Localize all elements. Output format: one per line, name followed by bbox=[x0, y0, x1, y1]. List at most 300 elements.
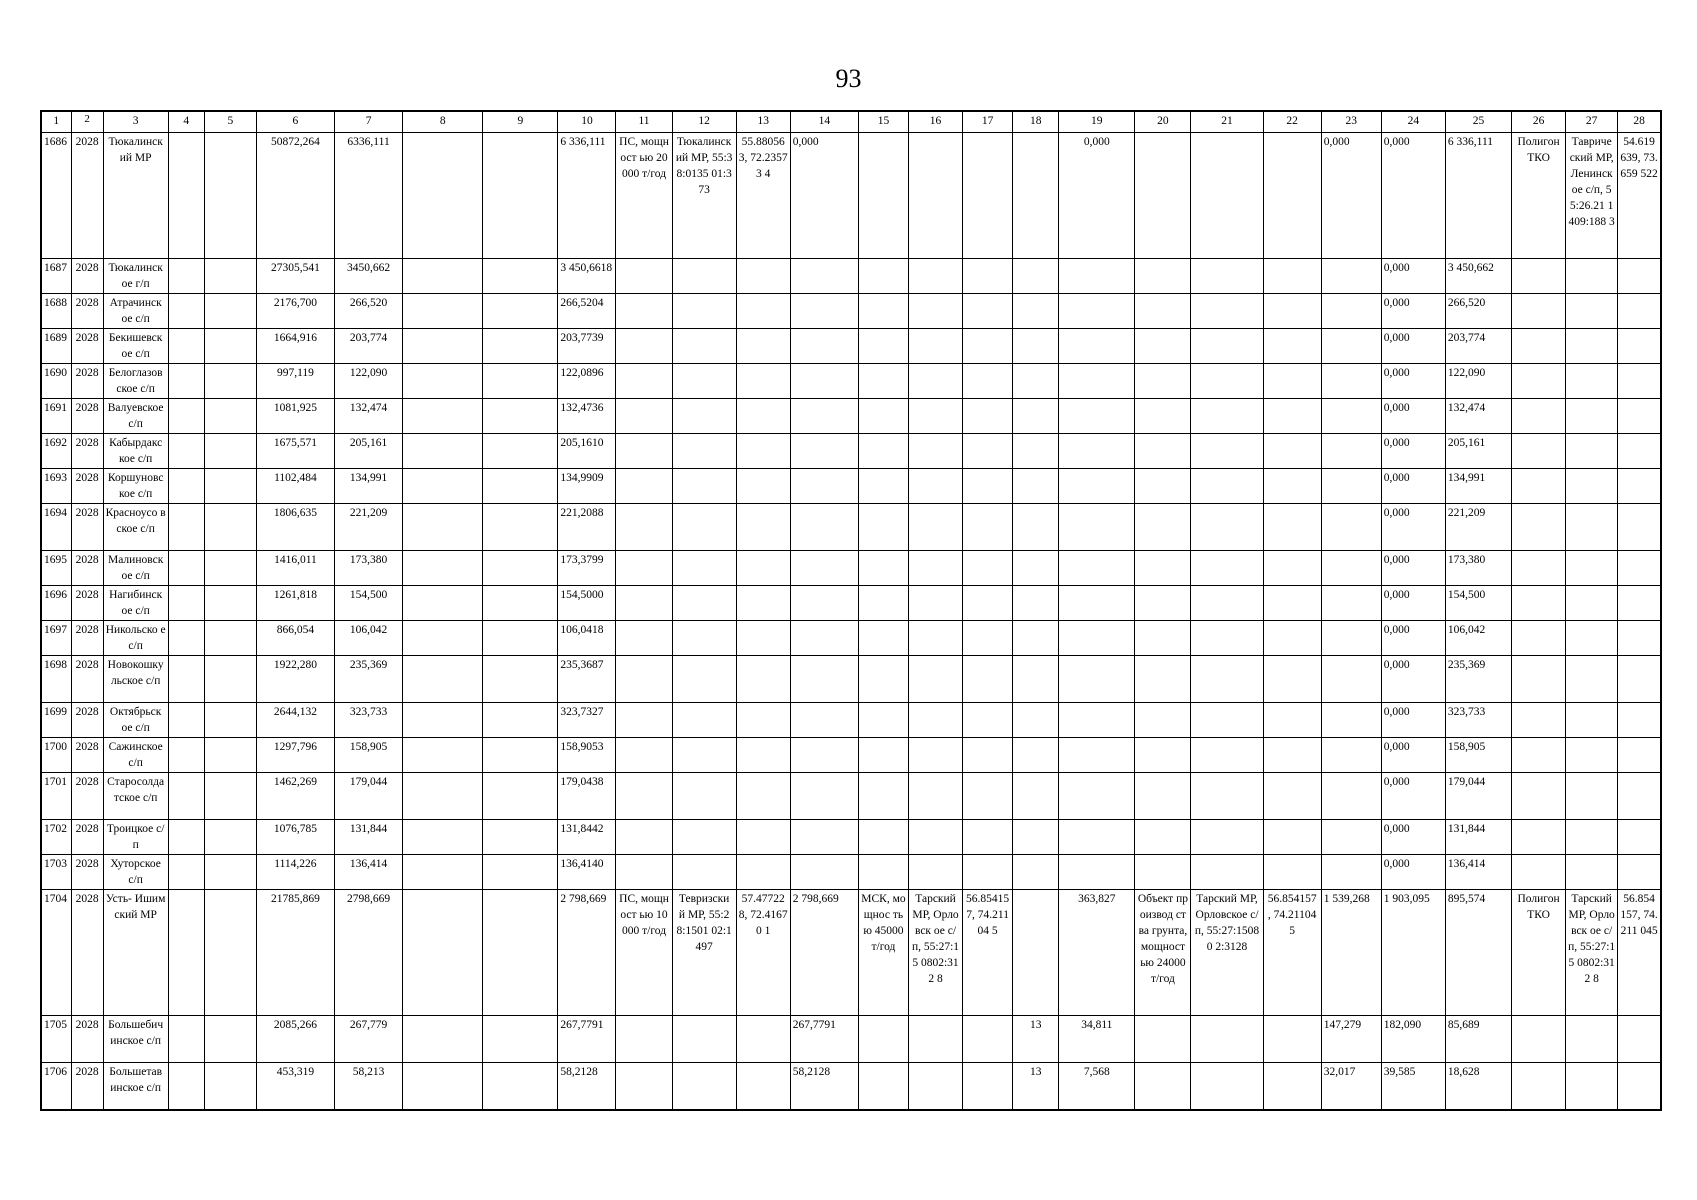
table-cell bbox=[1618, 820, 1661, 855]
table-cell: Коршуновс кое с/п bbox=[103, 469, 168, 504]
header-cell: 11 bbox=[616, 111, 672, 133]
table-cell bbox=[1013, 656, 1059, 703]
table-cell: 1690 bbox=[41, 364, 71, 399]
table-cell: 85,689 bbox=[1445, 1016, 1511, 1063]
table-cell bbox=[736, 504, 790, 551]
table-cell: 158,905 bbox=[1445, 738, 1511, 773]
table-row bbox=[41, 259, 1661, 294]
table-cell: 0,000 bbox=[1381, 364, 1445, 399]
header-cell: 15 bbox=[858, 111, 908, 133]
table-cell bbox=[204, 329, 256, 364]
header-cell: 24 bbox=[1381, 111, 1445, 133]
table-cell: 154,500 bbox=[1445, 586, 1511, 621]
table-cell: 1261,818 bbox=[256, 586, 334, 621]
table-cell: 323,733 bbox=[335, 703, 403, 738]
table-cell bbox=[1263, 855, 1321, 890]
table-cell: 1697 bbox=[41, 621, 71, 656]
table-cell bbox=[963, 738, 1013, 773]
table-cell bbox=[1059, 504, 1135, 551]
table-cell bbox=[1263, 294, 1321, 329]
table-cell bbox=[1321, 738, 1381, 773]
table-cell: 2798,669 bbox=[335, 890, 403, 1016]
table-cell: Усть- Ишимский МР bbox=[103, 890, 168, 1016]
table-cell: 2028 bbox=[71, 738, 103, 773]
table-cell bbox=[1321, 434, 1381, 469]
header-cell: 6 bbox=[256, 111, 334, 133]
table-cell: Октябрьск ое с/п bbox=[103, 703, 168, 738]
table-cell bbox=[483, 551, 558, 586]
table-cell: 1701 bbox=[41, 773, 71, 820]
table-cell: Тарский МР, Орловск ое с/п, 55:27:15 0802:312 8 bbox=[908, 890, 962, 1016]
table-cell bbox=[1059, 399, 1135, 434]
table-cell bbox=[1321, 855, 1381, 890]
table-cell bbox=[1618, 855, 1661, 890]
table-cell: Нагибинск ое с/п bbox=[103, 586, 168, 621]
table-cell bbox=[168, 469, 204, 504]
table-cell: Старосолда тское с/п bbox=[103, 773, 168, 820]
header-cell: 16 bbox=[908, 111, 962, 133]
table-cell: 134,991 bbox=[1445, 469, 1511, 504]
table-cell bbox=[403, 738, 483, 773]
table-cell bbox=[1618, 469, 1661, 504]
header-cell: 1 bbox=[41, 111, 71, 133]
table-cell bbox=[1013, 504, 1059, 551]
table-cell bbox=[736, 621, 790, 656]
table-cell bbox=[1512, 551, 1566, 586]
table-cell: 3 450,662 bbox=[1445, 259, 1511, 294]
table-cell: 2028 bbox=[71, 820, 103, 855]
table-cell: 2028 bbox=[71, 586, 103, 621]
table-cell bbox=[1059, 586, 1135, 621]
table-cell bbox=[963, 855, 1013, 890]
table-cell bbox=[1263, 329, 1321, 364]
table-cell bbox=[908, 738, 962, 773]
table-cell bbox=[963, 259, 1013, 294]
table-cell bbox=[1013, 855, 1059, 890]
table-cell bbox=[1618, 504, 1661, 551]
table-row bbox=[41, 364, 1661, 399]
table-cell bbox=[204, 703, 256, 738]
table-cell bbox=[403, 399, 483, 434]
table-cell: 266,5204 bbox=[558, 294, 616, 329]
table-cell bbox=[1263, 551, 1321, 586]
header-cell: 22 bbox=[1263, 111, 1321, 133]
table-cell bbox=[908, 469, 962, 504]
table-cell bbox=[1321, 820, 1381, 855]
table-cell: 106,042 bbox=[335, 621, 403, 656]
table-cell bbox=[963, 703, 1013, 738]
table-cell: 27305,541 bbox=[256, 259, 334, 294]
table-cell bbox=[790, 469, 858, 504]
table-cell bbox=[1191, 703, 1263, 738]
table-cell: 54.619 639, 73.659 522 bbox=[1618, 133, 1661, 259]
table-cell: 39,585 bbox=[1381, 1063, 1445, 1110]
table-cell bbox=[1135, 294, 1191, 329]
table-cell bbox=[1013, 259, 1059, 294]
table-cell bbox=[1191, 469, 1263, 504]
table-cell: 205,1610 bbox=[558, 434, 616, 469]
header-cell: 18 bbox=[1013, 111, 1059, 133]
table-cell: 1297,796 bbox=[256, 738, 334, 773]
table-cell: 34,811 bbox=[1059, 1016, 1135, 1063]
table-cell bbox=[204, 504, 256, 551]
table-cell: 179,044 bbox=[335, 773, 403, 820]
table-cell: 136,414 bbox=[1445, 855, 1511, 890]
table-cell bbox=[1135, 504, 1191, 551]
table-cell bbox=[1135, 586, 1191, 621]
header-cell: 28 bbox=[1618, 111, 1661, 133]
table-cell bbox=[204, 586, 256, 621]
table-cell: 866,054 bbox=[256, 621, 334, 656]
header-cell: 4 bbox=[168, 111, 204, 133]
table-cell bbox=[1059, 329, 1135, 364]
table-cell: 203,774 bbox=[1445, 329, 1511, 364]
table-cell bbox=[616, 329, 672, 364]
table-cell: 57.47722 8, 72.41670 1 bbox=[736, 890, 790, 1016]
table-cell bbox=[1618, 1016, 1661, 1063]
table-cell bbox=[1321, 294, 1381, 329]
table-cell bbox=[403, 773, 483, 820]
table-cell: Тевризски й МР, 55:28:1501 02:1497 bbox=[672, 890, 736, 1016]
table-cell bbox=[908, 703, 962, 738]
table-cell bbox=[1059, 259, 1135, 294]
table-cell bbox=[168, 259, 204, 294]
table-cell bbox=[1135, 329, 1191, 364]
table-cell bbox=[1566, 434, 1618, 469]
table-cell bbox=[672, 1016, 736, 1063]
table-row bbox=[41, 1016, 1661, 1063]
table-cell bbox=[790, 399, 858, 434]
table-cell bbox=[1263, 703, 1321, 738]
table-cell bbox=[403, 294, 483, 329]
table-row bbox=[41, 133, 1661, 259]
table-cell: 895,574 bbox=[1445, 890, 1511, 1016]
table-cell: 179,044 bbox=[1445, 773, 1511, 820]
table-cell: 2 798,669 bbox=[790, 890, 858, 1016]
table-cell bbox=[1135, 621, 1191, 656]
table-cell bbox=[672, 329, 736, 364]
table-cell bbox=[858, 855, 908, 890]
table-cell bbox=[1263, 1016, 1321, 1063]
table-cell bbox=[1512, 469, 1566, 504]
table-cell: 0,000 bbox=[1381, 504, 1445, 551]
table-cell: 1703 bbox=[41, 855, 71, 890]
table-cell bbox=[483, 504, 558, 551]
table-cell bbox=[790, 656, 858, 703]
table-cell bbox=[168, 738, 204, 773]
table-cell: 1695 bbox=[41, 551, 71, 586]
table-cell: 18,628 bbox=[1445, 1063, 1511, 1110]
table-cell: 0,000 bbox=[1381, 820, 1445, 855]
table-cell bbox=[1263, 621, 1321, 656]
table-cell bbox=[963, 820, 1013, 855]
table-cell: 266,520 bbox=[1445, 294, 1511, 329]
table-cell: 2028 bbox=[71, 1063, 103, 1110]
table-cell: 122,0896 bbox=[558, 364, 616, 399]
header-cell: 17 bbox=[963, 111, 1013, 133]
table-cell: 2028 bbox=[71, 504, 103, 551]
table-cell bbox=[1321, 656, 1381, 703]
table-cell bbox=[1059, 855, 1135, 890]
table-cell bbox=[168, 1016, 204, 1063]
table-cell bbox=[403, 820, 483, 855]
table-cell bbox=[858, 551, 908, 586]
table-cell: 13 bbox=[1013, 1016, 1059, 1063]
table-cell bbox=[790, 738, 858, 773]
table-cell: 0,000 bbox=[1381, 434, 1445, 469]
table-cell: 6 336,111 bbox=[1445, 133, 1511, 259]
table-cell: 0,000 bbox=[1381, 551, 1445, 586]
table-cell bbox=[483, 133, 558, 259]
table-cell bbox=[963, 469, 1013, 504]
table-cell bbox=[790, 294, 858, 329]
table-cell: 2028 bbox=[71, 1016, 103, 1063]
table-cell bbox=[736, 703, 790, 738]
table-cell bbox=[1566, 820, 1618, 855]
table-cell: 1 903,095 bbox=[1381, 890, 1445, 1016]
table-cell bbox=[403, 469, 483, 504]
table-cell bbox=[908, 434, 962, 469]
table-cell: 0,000 bbox=[1381, 469, 1445, 504]
table-cell: 13 bbox=[1013, 1063, 1059, 1110]
table-cell bbox=[204, 399, 256, 434]
table-cell bbox=[1321, 621, 1381, 656]
table-cell: 131,8442 bbox=[558, 820, 616, 855]
table-cell bbox=[736, 434, 790, 469]
table-cell bbox=[616, 399, 672, 434]
table-cell: 0,000 bbox=[1381, 621, 1445, 656]
table-cell: Тюкалинск ий МР, 55:38:0135 01:373 bbox=[672, 133, 736, 259]
table-row bbox=[41, 820, 1661, 855]
table-cell bbox=[858, 1063, 908, 1110]
table-cell bbox=[1059, 820, 1135, 855]
table-cell bbox=[908, 773, 962, 820]
table-cell bbox=[168, 551, 204, 586]
table-cell: 1702 bbox=[41, 820, 71, 855]
table-cell bbox=[1566, 259, 1618, 294]
table-cell bbox=[1013, 586, 1059, 621]
table-cell: 132,4736 bbox=[558, 399, 616, 434]
table-cell: Большетав инское с/п bbox=[103, 1063, 168, 1110]
table-row bbox=[41, 621, 1661, 656]
table-cell bbox=[1191, 133, 1263, 259]
table-cell bbox=[790, 329, 858, 364]
table-cell: ПС, мощност ью 20000 т/год bbox=[616, 133, 672, 259]
table-cell: 453,319 bbox=[256, 1063, 334, 1110]
table-cell bbox=[1013, 621, 1059, 656]
table-cell: 2028 bbox=[71, 621, 103, 656]
table-cell: 6336,111 bbox=[335, 133, 403, 259]
table-cell: 0,000 bbox=[1381, 656, 1445, 703]
table-cell bbox=[1321, 399, 1381, 434]
table-cell: 2 798,669 bbox=[558, 890, 616, 1016]
table-cell: 221,209 bbox=[1445, 504, 1511, 551]
table-cell bbox=[1059, 773, 1135, 820]
table-cell bbox=[483, 329, 558, 364]
table-cell: 267,779 bbox=[335, 1016, 403, 1063]
table-cell bbox=[790, 551, 858, 586]
table-cell bbox=[672, 855, 736, 890]
table-cell: 1692 bbox=[41, 434, 71, 469]
table-cell: 203,774 bbox=[335, 329, 403, 364]
table-cell bbox=[1263, 738, 1321, 773]
table-cell: 266,520 bbox=[335, 294, 403, 329]
table-cell bbox=[1618, 329, 1661, 364]
table-cell bbox=[1618, 259, 1661, 294]
table-cell bbox=[1013, 773, 1059, 820]
table-cell bbox=[672, 294, 736, 329]
table-cell bbox=[1135, 855, 1191, 890]
table-cell bbox=[1191, 773, 1263, 820]
table-cell bbox=[858, 738, 908, 773]
table-cell: 0,000 bbox=[1381, 855, 1445, 890]
table-cell bbox=[672, 820, 736, 855]
table-cell bbox=[736, 294, 790, 329]
table-cell: 2028 bbox=[71, 259, 103, 294]
table-cell bbox=[168, 133, 204, 259]
table-cell: 2644,132 bbox=[256, 703, 334, 738]
table-cell bbox=[672, 586, 736, 621]
table-cell bbox=[204, 1016, 256, 1063]
table-cell bbox=[858, 434, 908, 469]
table-cell: 1675,571 bbox=[256, 434, 334, 469]
table-row bbox=[41, 399, 1661, 434]
table-cell bbox=[1135, 1063, 1191, 1110]
table-cell bbox=[1618, 656, 1661, 703]
header-cell: 3 bbox=[103, 111, 168, 133]
table-cell bbox=[858, 364, 908, 399]
table-cell: 1081,925 bbox=[256, 399, 334, 434]
table-cell: Троицкое с/п bbox=[103, 820, 168, 855]
table-cell: 2028 bbox=[71, 551, 103, 586]
table-cell bbox=[168, 773, 204, 820]
table-cell bbox=[672, 469, 736, 504]
table-cell: 267,7791 bbox=[558, 1016, 616, 1063]
table-cell bbox=[1263, 399, 1321, 434]
header-cell: 14 bbox=[790, 111, 858, 133]
table-cell bbox=[168, 1063, 204, 1110]
table-cell bbox=[672, 364, 736, 399]
table-cell bbox=[1618, 294, 1661, 329]
table-cell bbox=[858, 399, 908, 434]
table-cell bbox=[204, 738, 256, 773]
table-cell: ПС, мощност ью 10000 т/год bbox=[616, 890, 672, 1016]
table-cell bbox=[858, 504, 908, 551]
table-cell bbox=[1263, 773, 1321, 820]
table-cell bbox=[963, 364, 1013, 399]
table-cell: 1705 bbox=[41, 1016, 71, 1063]
table-cell bbox=[1191, 855, 1263, 890]
table-cell bbox=[1013, 434, 1059, 469]
table-cell: 21785,869 bbox=[256, 890, 334, 1016]
table-cell bbox=[858, 820, 908, 855]
table-cell: 0,000 bbox=[1321, 133, 1381, 259]
table-cell bbox=[1135, 259, 1191, 294]
table-cell bbox=[204, 551, 256, 586]
table-cell bbox=[1566, 294, 1618, 329]
table-cell: Кабырдакс кое с/п bbox=[103, 434, 168, 469]
table-cell bbox=[963, 399, 1013, 434]
table-cell: Полигон ТКО bbox=[1512, 133, 1566, 259]
table-cell bbox=[1135, 820, 1191, 855]
table-cell bbox=[204, 364, 256, 399]
table-cell: 0,000 bbox=[1381, 399, 1445, 434]
table-cell bbox=[736, 1016, 790, 1063]
table-cell bbox=[1321, 329, 1381, 364]
table-cell bbox=[483, 469, 558, 504]
table-cell bbox=[1191, 434, 1263, 469]
table-cell: 1687 bbox=[41, 259, 71, 294]
table-cell bbox=[1191, 656, 1263, 703]
table-cell: 132,474 bbox=[335, 399, 403, 434]
table-cell bbox=[204, 469, 256, 504]
table-cell bbox=[963, 621, 1013, 656]
table-row bbox=[41, 329, 1661, 364]
table-cell bbox=[1321, 773, 1381, 820]
table-cell: 50872,264 bbox=[256, 133, 334, 259]
table-cell: Никольско е с/п bbox=[103, 621, 168, 656]
table-cell: 2028 bbox=[71, 133, 103, 259]
table-cell: 235,369 bbox=[1445, 656, 1511, 703]
table-cell bbox=[736, 820, 790, 855]
table-cell bbox=[1512, 259, 1566, 294]
table-cell: 179,0438 bbox=[558, 773, 616, 820]
table-cell bbox=[616, 1016, 672, 1063]
header-cell: 25 bbox=[1445, 111, 1511, 133]
table-cell: 173,380 bbox=[335, 551, 403, 586]
table-cell bbox=[858, 294, 908, 329]
table-cell bbox=[858, 621, 908, 656]
table-cell bbox=[963, 1016, 1013, 1063]
table-cell: Белоглазов ское с/п bbox=[103, 364, 168, 399]
table-cell bbox=[1512, 294, 1566, 329]
table-cell bbox=[1135, 738, 1191, 773]
table-cell bbox=[1512, 364, 1566, 399]
table-cell bbox=[1263, 259, 1321, 294]
table-cell bbox=[1191, 294, 1263, 329]
table-cell bbox=[908, 364, 962, 399]
header-cell: 2 bbox=[71, 111, 103, 133]
table-cell bbox=[1512, 504, 1566, 551]
table-cell bbox=[1566, 773, 1618, 820]
table-cell bbox=[483, 855, 558, 890]
table-cell bbox=[672, 703, 736, 738]
table-cell bbox=[1566, 329, 1618, 364]
table-cell bbox=[672, 1063, 736, 1110]
table-cell: 132,474 bbox=[1445, 399, 1511, 434]
table-cell bbox=[1566, 738, 1618, 773]
table-cell bbox=[1512, 1063, 1566, 1110]
table-cell: 235,369 bbox=[335, 656, 403, 703]
table-cell: 2028 bbox=[71, 434, 103, 469]
table-cell bbox=[1013, 703, 1059, 738]
table-cell bbox=[168, 621, 204, 656]
table-cell bbox=[963, 773, 1013, 820]
table-cell bbox=[168, 820, 204, 855]
table-cell bbox=[736, 259, 790, 294]
table-cell bbox=[963, 294, 1013, 329]
table-cell: Сажинское с/п bbox=[103, 738, 168, 773]
table-cell: 3 450,6618 bbox=[558, 259, 616, 294]
table-cell bbox=[1512, 329, 1566, 364]
table-cell bbox=[403, 329, 483, 364]
table-cell: 1076,785 bbox=[256, 820, 334, 855]
table-cell bbox=[1013, 890, 1059, 1016]
table-cell bbox=[908, 820, 962, 855]
table-cell: 1114,226 bbox=[256, 855, 334, 890]
table-cell: 0,000 bbox=[1381, 738, 1445, 773]
table-cell bbox=[204, 621, 256, 656]
